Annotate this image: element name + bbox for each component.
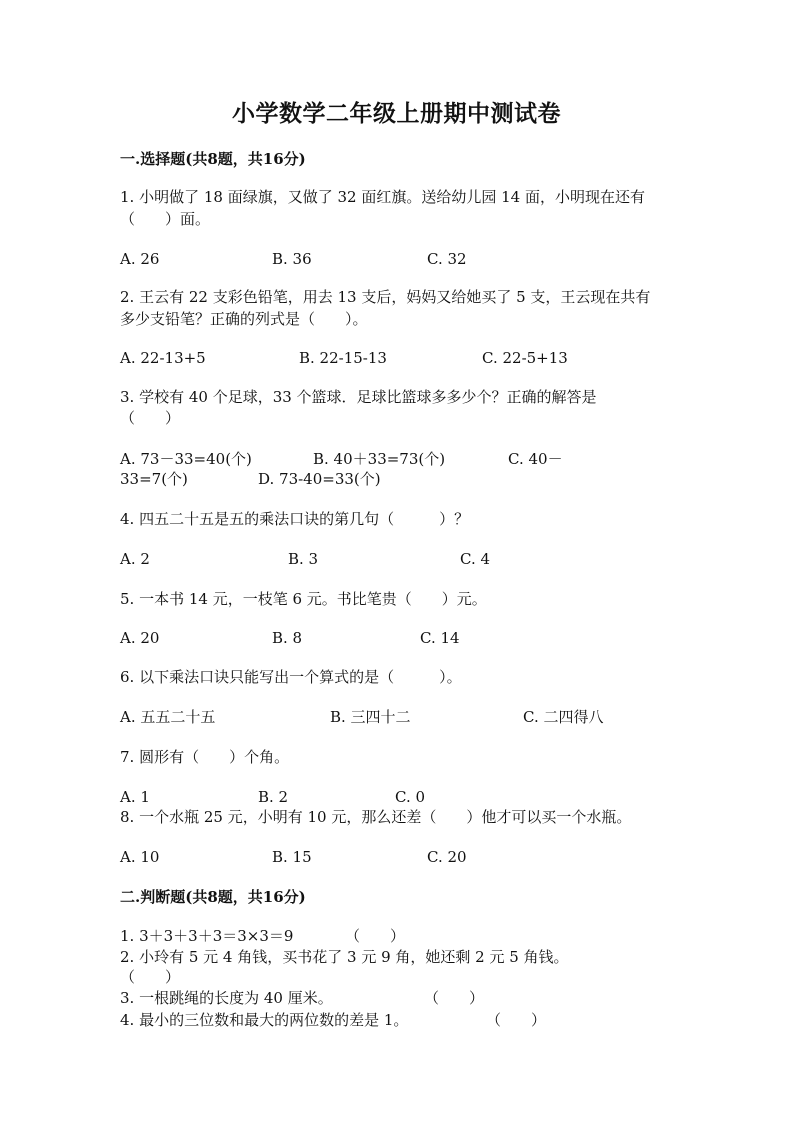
question-8-option-b: B. 15 xyxy=(272,848,312,866)
question-3-option-a: A. 73－33=40(个) xyxy=(120,450,252,468)
question-8-option-c: C. 20 xyxy=(427,848,467,866)
question-3-line-1: 3. 学校有 40 个足球，33 个篮球．足球比篮球多多少个？正确的解答是 xyxy=(120,388,597,406)
question-5-option-b: B. 8 xyxy=(272,629,303,647)
question-3-option-b: B. 40＋33=73(个) xyxy=(313,450,446,468)
question-7-option-a: A. 1 xyxy=(120,788,150,806)
question-8-line-1: 8. 一个水瓶 25 元，小明有 10 元，那么还差（ ）他才可以买一个水瓶。 xyxy=(120,808,632,826)
judgment-4-text: 4. 最小的三位数和最大的两位数的差是 1。 xyxy=(120,1011,409,1029)
question-2-option-a: A. 22-13+5 xyxy=(120,349,206,367)
question-6-option-b: B. 三四十二 xyxy=(330,708,411,726)
question-4-option-a: A. 2 xyxy=(120,550,150,568)
judgment-1-bracket: （ ） xyxy=(345,927,406,945)
judgment-1-text: 1. 3＋3＋3＋3＝3×3＝9 xyxy=(120,927,294,945)
judgment-3-bracket: （ ） xyxy=(424,989,485,1007)
page-title: 小学数学二年级上册期中测试卷 xyxy=(232,100,561,127)
section-heading-judgment: 二.判断题(共8题，共16分) xyxy=(120,888,306,906)
section-heading-choice: 一.选择题(共8题，共16分) xyxy=(120,150,306,168)
question-6-line-1: 6. 以下乘法口诀只能写出一个算式的是（ ）。 xyxy=(120,668,462,686)
question-5-line-1: 5. 一本书 14 元，一枝笔 6 元。书比笔贵（ ）元。 xyxy=(120,590,487,608)
question-3-option-c: C. 40－ xyxy=(508,450,563,468)
question-4-line-1: 4. 四五二十五是五的乘法口诀的第几句（ ）？ xyxy=(120,510,470,528)
question-1-option-a: A. 26 xyxy=(120,250,160,268)
judgment-2-text: 2. 小玲有 5 元 4 角钱，买书花了 3 元 9 角，她还剩 2 元 5 角钱。 xyxy=(120,948,569,966)
question-5-option-a: A. 20 xyxy=(120,629,160,647)
question-1-option-b: B. 36 xyxy=(272,250,312,268)
judgment-4-bracket: （ ） xyxy=(486,1011,547,1029)
question-3-option-d: D. 73-40=33(个) xyxy=(258,470,381,488)
question-4-option-b: B. 3 xyxy=(288,550,319,568)
question-5-option-c: C. 14 xyxy=(420,629,460,647)
question-1-line-1: 1. 小明做了 18 面绿旗，又做了 32 面红旗。送给幼儿园 14 面，小明现在还有 xyxy=(120,188,645,206)
question-8-option-a: A. 10 xyxy=(120,848,160,866)
question-1-option-c: C. 32 xyxy=(427,250,467,268)
judgment-3-text: 3. 一根跳绳的长度为 40 厘米。 xyxy=(120,989,333,1007)
question-2-option-b: B. 22-15-13 xyxy=(299,349,387,367)
question-4-option-c: C. 4 xyxy=(460,550,491,568)
question-1-line-2: （ ）面。 xyxy=(120,210,211,228)
judgment-2-bracket: （ ） xyxy=(120,968,181,986)
question-6-option-c: C. 二四得八 xyxy=(523,708,604,726)
question-2-line-1: 2. 王云有 22 支彩色铅笔，用去 13 支后，妈妈又给她买了 5 支，王云现在共有 xyxy=(120,288,651,306)
question-7-option-c: C. 0 xyxy=(395,788,426,806)
question-2-option-c: C. 22-5+13 xyxy=(482,349,568,367)
question-3-line-2: （ ） xyxy=(120,409,181,427)
question-7-line-1: 7. 圆形有（ ）个角。 xyxy=(120,748,290,766)
question-7-option-b: B. 2 xyxy=(258,788,289,806)
question-3-option-c-continued: 33=7(个) xyxy=(120,470,188,488)
question-6-option-a: A. 五五二十五 xyxy=(120,708,216,726)
question-2-line-2: 多少支铅笔？正确的列式是（ ）。 xyxy=(120,310,368,328)
